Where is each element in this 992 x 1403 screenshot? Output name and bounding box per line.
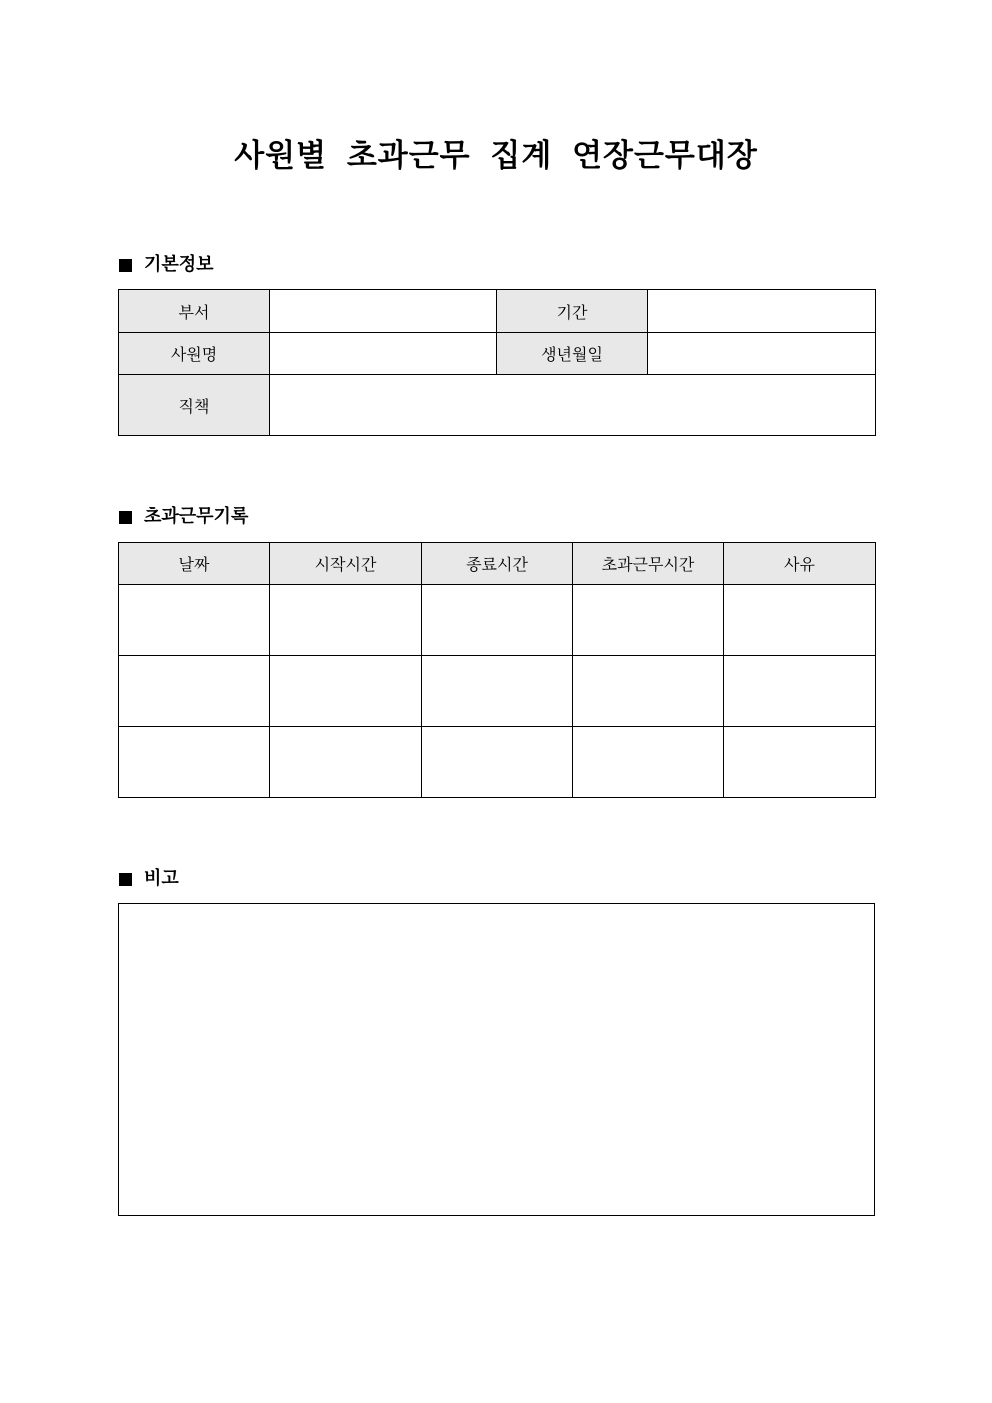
position-field[interactable] [270, 375, 876, 436]
reason-cell[interactable] [724, 727, 876, 798]
start-time-cell[interactable] [270, 727, 422, 798]
employee-name-field[interactable] [270, 333, 497, 375]
section-heading-overtime-records [119, 505, 248, 529]
reason-cell[interactable] [724, 585, 876, 656]
column-header-date: 날짜 [119, 543, 270, 585]
square-bullet-icon [119, 873, 132, 886]
date-cell[interactable] [119, 656, 270, 727]
period-field[interactable] [648, 290, 876, 333]
section-heading-remarks [119, 867, 179, 891]
remarks-field[interactable] [118, 903, 875, 1216]
date-cell[interactable] [119, 585, 270, 656]
table-row [119, 727, 876, 798]
column-header-start-time: 시작시간 [270, 543, 422, 585]
table-row [119, 585, 876, 656]
birth-date-field[interactable] [648, 333, 876, 375]
page-title: 사원별 초과근무 집계 연장근무대장 [234, 138, 758, 174]
column-header-end-time: 종료시간 [422, 543, 573, 585]
overtime-hours-cell[interactable] [573, 585, 724, 656]
section-heading-label: 기본정보 [144, 254, 214, 275]
start-time-cell[interactable] [270, 585, 422, 656]
square-bullet-icon [119, 511, 132, 524]
end-time-cell[interactable] [422, 656, 573, 727]
overtime-hours-cell[interactable] [573, 656, 724, 727]
table-row [119, 656, 876, 727]
section-heading-label: 초과근무기록 [144, 506, 249, 527]
section-heading-basic-info [119, 253, 214, 277]
date-cell[interactable] [119, 727, 270, 798]
column-header-reason: 사유 [724, 543, 876, 585]
period-label: 기간 [497, 290, 648, 333]
overtime-hours-cell[interactable] [573, 727, 724, 798]
reason-cell[interactable] [724, 656, 876, 727]
end-time-cell[interactable] [422, 585, 573, 656]
end-time-cell[interactable] [422, 727, 573, 798]
position-label: 직책 [119, 375, 270, 436]
start-time-cell[interactable] [270, 656, 422, 727]
basic-info-table [118, 289, 876, 436]
column-header-overtime-hours: 초과근무시간 [573, 543, 724, 585]
section-heading-label: 비고 [144, 868, 179, 889]
square-bullet-icon [119, 259, 132, 272]
birth-date-label: 생년월일 [497, 333, 648, 375]
department-field[interactable] [270, 290, 497, 333]
department-label: 부서 [119, 290, 270, 333]
employee-name-label: 사원명 [119, 333, 270, 375]
overtime-records-table [118, 542, 876, 798]
